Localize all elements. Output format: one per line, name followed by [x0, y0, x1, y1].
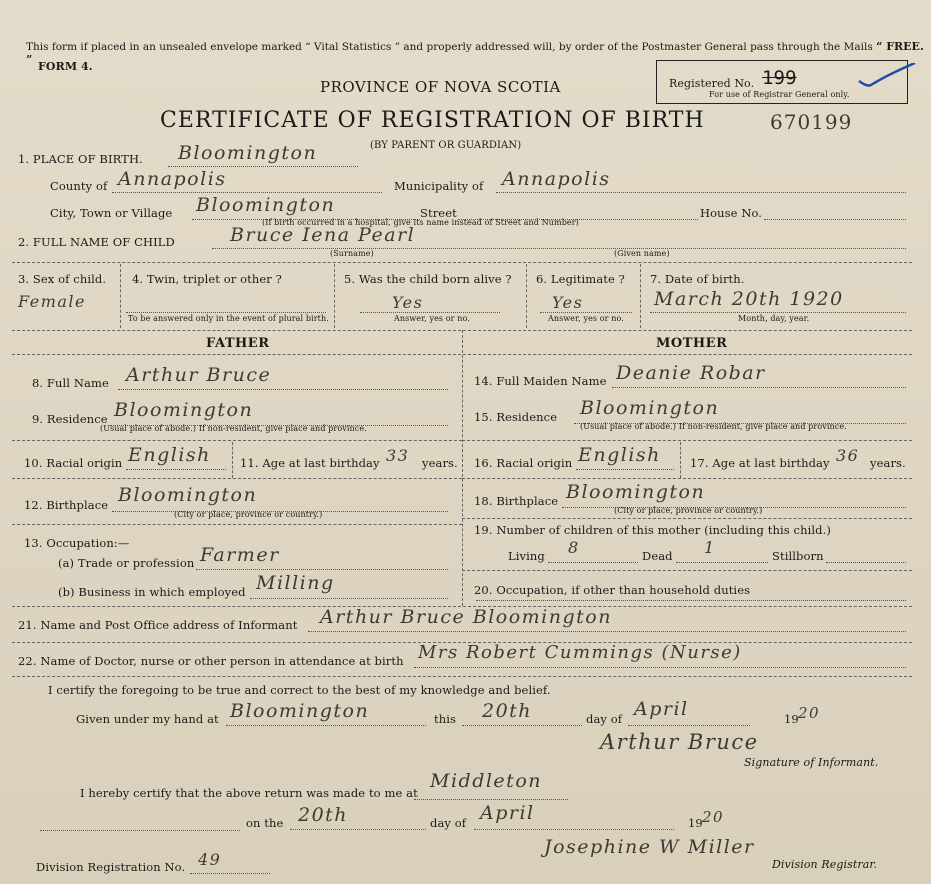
- father-name-value: Arthur Bruce: [126, 364, 272, 386]
- legitimate-note: Answer, yes or no.: [548, 314, 624, 323]
- birth-date-line: [650, 312, 906, 313]
- doctor-line: [414, 667, 906, 668]
- father-age-divider: [232, 442, 233, 478]
- col-divider-3: [526, 264, 527, 328]
- mother-occupation-line: [476, 600, 906, 601]
- father-divider-c: [12, 524, 462, 525]
- this-label: this: [434, 712, 457, 726]
- trade-label: (a) Trade or profession: [58, 556, 195, 570]
- free-label: “ FREE. ”: [26, 40, 924, 66]
- house-label: House No.: [700, 206, 763, 220]
- mother-birthplace-note: (City or place, province or country.): [614, 506, 763, 515]
- sex-value: Female: [18, 292, 86, 311]
- division-registration-line: [190, 873, 270, 874]
- father-name-line: [118, 389, 448, 390]
- informant-signature: Arthur Bruce: [600, 730, 759, 754]
- day-of-label: day of: [586, 712, 623, 726]
- place-of-birth-label: 1. PLACE OF BIRTH.: [18, 152, 143, 166]
- mother-name-label: 14. Full Maiden Name: [474, 374, 607, 388]
- informant-value: Arthur Bruce Bloomington: [320, 606, 612, 628]
- col-divider-1: [120, 264, 121, 328]
- alive-note: Answer, yes or no.: [394, 314, 470, 323]
- father-divider-a: [12, 440, 462, 441]
- mother-birthplace-label: 18. Birthplace: [474, 494, 559, 508]
- year2-value: 20: [702, 808, 725, 826]
- mother-residence-note: (Usual place of abode.) If non-resident, give place and province.: [580, 422, 847, 431]
- divider-1: [12, 262, 912, 263]
- business-value: Milling: [256, 572, 335, 594]
- mother-race-line: [576, 469, 674, 470]
- child-name-value: Bruce Iena Pearl: [230, 224, 416, 246]
- father-birthplace-label: 12. Birthplace: [24, 498, 109, 512]
- living-value: 8: [568, 538, 580, 557]
- registered-number: 199: [762, 67, 797, 89]
- on-the-line: [290, 829, 426, 830]
- father-years: years.: [422, 456, 458, 470]
- mother-age-label: 17. Age at last birthday: [690, 456, 830, 470]
- year-value: 20: [798, 704, 821, 722]
- children-count-label: 19. Number of children of this mother (including this child.): [474, 523, 831, 537]
- day-of-value: April: [634, 698, 689, 720]
- certificate-number: 670199: [770, 110, 853, 134]
- certificate-title: CERTIFICATE OF REGISTRATION OF BIRTH: [160, 108, 705, 133]
- this-value: 20th: [482, 700, 533, 722]
- col-divider-4: [640, 264, 641, 328]
- sex-label: 3. Sex of child.: [18, 272, 107, 286]
- mother-name-line: [612, 387, 906, 388]
- year-prefix: 19: [784, 712, 799, 726]
- county-value: Annapolis: [118, 168, 227, 190]
- father-race-label: 10. Racial origin: [24, 456, 123, 470]
- alive-value: Yes: [392, 293, 424, 312]
- return-line: [414, 799, 568, 800]
- registered-label: Registered No.: [669, 77, 755, 90]
- father-birthplace-note: (City or place, province or country.): [174, 510, 323, 519]
- registrar-label: Division Registrar.: [772, 858, 878, 871]
- day2-of-label: day of: [430, 816, 467, 830]
- father-occupation-label: 13. Occupation:—: [24, 536, 130, 550]
- mother-name-value: Deanie Robar: [616, 362, 766, 384]
- mother-occupation-label: 20. Occupation, if other than household duties: [474, 583, 751, 597]
- mother-birthplace-value: Bloomington: [566, 481, 706, 503]
- given-name-note: (Given name): [614, 249, 670, 258]
- living-line: [548, 562, 638, 563]
- day-of-line: [628, 725, 750, 726]
- given-place: Bloomington: [230, 700, 370, 722]
- surname-note: (Surname): [330, 249, 374, 258]
- day2-of-value: April: [480, 802, 535, 824]
- on-the-label: on the: [246, 816, 284, 830]
- legitimate-label: 6. Legitimate ?: [536, 272, 625, 286]
- mother-heading: MOTHER: [656, 336, 728, 351]
- registration-box: [656, 60, 908, 104]
- child-name-label: 2. FULL NAME OF CHILD: [18, 235, 175, 249]
- mother-race-label: 16. Racial origin: [474, 456, 573, 470]
- twin-note: To be answered only in the event of plural birth.: [128, 314, 329, 323]
- place-of-birth-value: Bloomington: [178, 142, 318, 164]
- return-label: I hereby certify that the above return was made to me at: [80, 786, 418, 800]
- day2-of-line: [474, 829, 674, 830]
- postal-notice-text: This form if placed in an unsealed envelope marked “ Vital Statistics ” and properly addressed will, by order of the Postmaster General pass through the Mails: [26, 41, 873, 53]
- city-label: City, Town or Village: [50, 206, 173, 220]
- dead-line: [676, 562, 768, 563]
- dead-label: Dead: [642, 549, 673, 563]
- father-age-value: 33: [386, 446, 410, 465]
- father-race-value: English: [128, 444, 211, 466]
- check-mark-icon: [857, 63, 917, 93]
- registrar-only-note: For use of Registrar General only.: [709, 90, 850, 99]
- birth-date-note: Month, day, year.: [738, 314, 810, 323]
- mother-divider-b: [462, 478, 912, 479]
- business-label: (b) Business in which employed: [58, 585, 246, 599]
- birth-date-label: 7. Date of birth.: [650, 272, 745, 286]
- street-label: Street: [420, 206, 457, 220]
- mother-age-divider: [680, 442, 681, 478]
- hospital-note: (If birth occurred in a hospital, give its name instead of Street and Number): [262, 218, 579, 227]
- given-label: Given under my hand at: [76, 712, 219, 726]
- alive-label: 5. Was the child born alive ?: [344, 272, 512, 286]
- father-birthplace-value: Bloomington: [118, 484, 258, 506]
- mother-divider-c: [462, 518, 912, 519]
- municipality-value: Annapolis: [502, 168, 611, 190]
- alive-line: [360, 312, 500, 313]
- province-title: PROVINCE OF NOVA SCOTIA: [320, 78, 561, 96]
- parents-divider: [462, 330, 463, 606]
- twin-label: 4. Twin, triplet or other ?: [132, 272, 282, 286]
- year2-prefix: 19: [688, 816, 703, 830]
- doctor-label: 22. Name of Doctor, nurse or other person in attendance at birth: [18, 654, 404, 668]
- father-residence-value: Bloomington: [114, 399, 254, 421]
- father-divider-b: [12, 478, 462, 479]
- form-number: FORM 4.: [38, 60, 93, 73]
- informant-signature-label: Signature of Informant.: [744, 756, 879, 769]
- division-registration-label: Division Registration No.: [36, 860, 186, 874]
- place-of-birth-line: [168, 166, 358, 167]
- certify-statement: I certify the foregoing to be true and correct to the best of my knowledge and belief.: [48, 683, 551, 697]
- business-line: [250, 598, 448, 599]
- certificate-subtitle: (BY PARENT OR GUARDIAN): [370, 140, 522, 151]
- father-residence-label: 9. Residence: [32, 412, 108, 426]
- mother-divider-a: [462, 440, 912, 441]
- father-name-label: 8. Full Name: [32, 376, 109, 390]
- mother-race-value: English: [578, 444, 661, 466]
- division-registration-value: 49: [198, 850, 222, 869]
- father-age-label: 11. Age at last birthday: [240, 456, 380, 470]
- house-line: [764, 219, 906, 220]
- registrar-signature: Josephine W Miller: [544, 836, 755, 858]
- divider-6: [12, 676, 912, 677]
- mother-divider-d: [462, 570, 912, 571]
- mother-residence-label: 15. Residence: [474, 410, 558, 424]
- legitimate-line: [540, 312, 632, 313]
- dead-value: 1: [704, 538, 716, 557]
- mother-years: years.: [870, 456, 906, 470]
- birth-date-value: March 20th 1920: [654, 288, 844, 310]
- doctor-value: Mrs Robert Cummings (Nurse): [418, 642, 742, 663]
- informant-label: 21. Name and Post Office address of Informant: [18, 618, 298, 632]
- on-the-leading-line: [40, 830, 240, 831]
- informant-line: [308, 631, 906, 632]
- trade-value: Farmer: [200, 544, 280, 566]
- county-label: County of: [50, 179, 108, 193]
- col-divider-2: [334, 264, 335, 328]
- city-value: Bloomington: [196, 194, 336, 216]
- mother-residence-value: Bloomington: [580, 397, 720, 419]
- divider-3: [12, 354, 912, 355]
- trade-line: [196, 569, 448, 570]
- living-label: Living: [508, 549, 545, 563]
- child-name-line: [212, 248, 906, 249]
- municipality-label: Municipality of: [394, 179, 484, 193]
- this-line: [462, 725, 582, 726]
- father-residence-note: (Usual place of abode.) If non-resident, give place and province.: [100, 424, 367, 433]
- father-heading: FATHER: [206, 336, 270, 351]
- municipality-line: [496, 192, 906, 193]
- legitimate-value: Yes: [552, 293, 584, 312]
- mother-age-value: 36: [836, 446, 860, 465]
- given-line: [226, 725, 426, 726]
- on-the-value: 20th: [298, 804, 349, 826]
- stillborn-line: [826, 562, 906, 563]
- father-race-line: [126, 469, 226, 470]
- return-place: Middleton: [430, 770, 542, 792]
- county-line: [112, 192, 382, 193]
- twin-line: [126, 312, 326, 313]
- stillborn-label: Stillborn: [772, 549, 824, 563]
